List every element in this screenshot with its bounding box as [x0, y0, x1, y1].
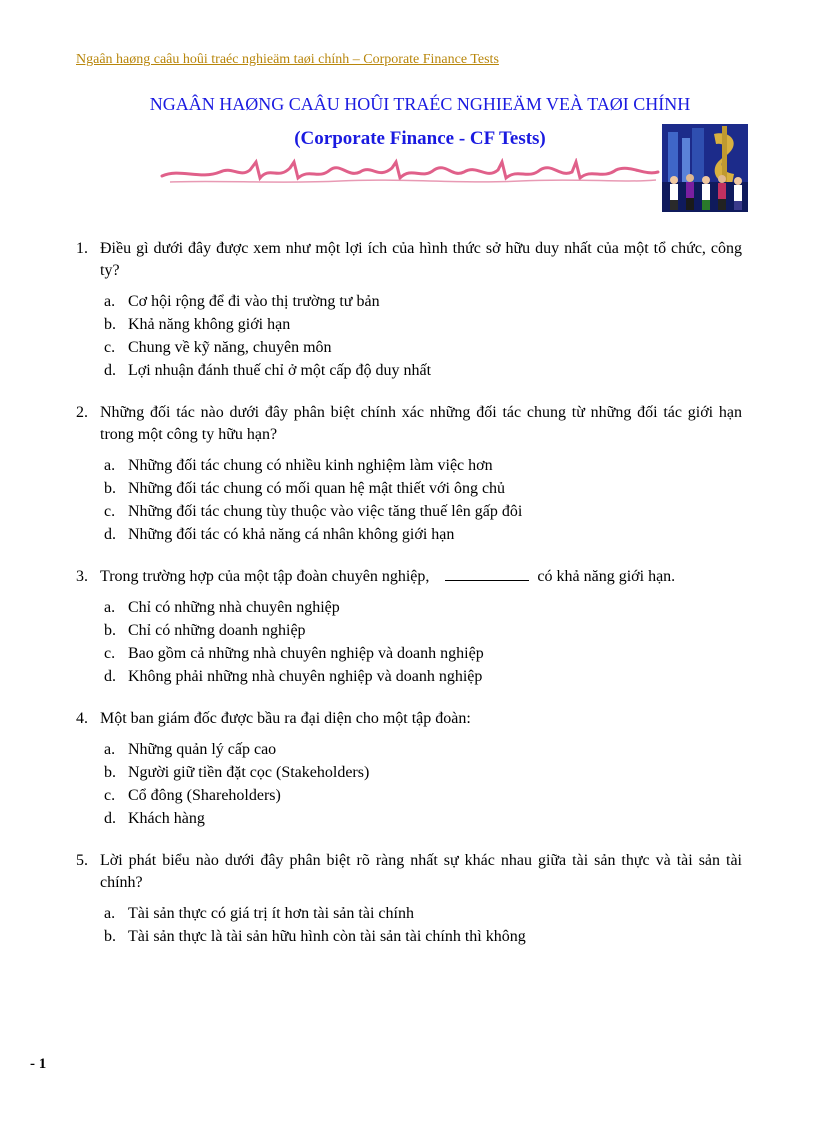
- question-stem: Một ban giám đốc được bầu ra đại diện cho một tập đoàn:: [100, 710, 471, 727]
- document-subtitle: (Corporate Finance - CF Tests): [294, 128, 546, 149]
- business-people-dollar-illustration: [662, 124, 748, 212]
- question-stem: Những đối tác nào dưới đây phân biệt chính xác những đối tác chung từ những đối tác giới hạn trong một công ty hữu hạn?: [100, 404, 742, 443]
- option-c: c. Cổ đông (Shareholders): [104, 787, 281, 804]
- question-number: 1.: [76, 240, 88, 257]
- document-title: NGAÂN HAØNG CAÂU HOÛI TRAÉC NGHIEÄM VEÀ TAØI CHÍNH: [149, 94, 691, 114]
- option-a: a. Những đối tác chung có nhiều kinh nghiệm làm việc hơn: [104, 457, 493, 474]
- question-stem: Trong trường hợp của một tập đoàn chuyên nghiệp, có khả năng giới hạn.: [100, 568, 676, 585]
- question-1: [76, 238, 742, 382]
- page-number: - 1: [30, 1056, 47, 1072]
- option-b: b. Chỉ có những doanh nghiệp: [104, 622, 306, 639]
- question-list: [76, 238, 742, 968]
- option-c: c. Những đối tác chung tùy thuộc vào việc tăng thuế lên gấp đôi: [104, 503, 523, 520]
- question-2: [76, 402, 742, 546]
- option-b: b. Những đối tác chung có mối quan hệ mật thiết với ông chủ: [104, 480, 506, 497]
- option-d: d. Khách hàng: [104, 810, 205, 827]
- option-a: a. Cơ hội rộng để đi vào thị trường tư bản: [104, 293, 380, 310]
- option-a: a. Chỉ có những nhà chuyên nghiệp: [104, 599, 340, 616]
- option-a: a. Những quản lý cấp cao: [104, 741, 277, 758]
- option-c: c. Bao gồm cả những nhà chuyên nghiệp và doanh nghiệp: [104, 645, 484, 662]
- question-number: 3.: [76, 568, 88, 585]
- question-stem: Lời phát biểu nào dưới đây phân biệt rõ ràng nhất sự khác nhau giữa tài sản thực và tài sản tài chính?: [100, 852, 742, 891]
- option-b: b. Khả năng không giới hạn: [104, 316, 291, 333]
- question-number: 4.: [76, 710, 88, 727]
- question-stem: Điều gì dưới đây được xem như một lợi ích của hình thức sở hữu duy nhất của một tổ chức, công ty?: [100, 240, 742, 279]
- option-b: b. Người giữ tiền đặt cọc (Stakeholders): [104, 764, 370, 781]
- question-number: 2.: [76, 404, 88, 421]
- question-4: [76, 708, 742, 830]
- option-c: c. Chung về kỹ năng, chuyên môn: [104, 339, 332, 356]
- option-d: d. Không phải những nhà chuyên nghiệp và doanh nghiệp: [104, 668, 483, 685]
- question-5: [76, 850, 742, 948]
- question-number: 5.: [76, 852, 88, 869]
- decorative-ornament: [160, 158, 660, 188]
- option-d: d. Lợi nhuận đánh thuế chỉ ở một cấp độ duy nhất: [104, 362, 432, 379]
- option-b: b. Tài sản thực là tài sản hữu hình còn tài sản tài chính thì không: [104, 928, 526, 945]
- option-d: d. Những đối tác có khả năng cá nhân không giới hạn: [104, 526, 455, 543]
- question-3: [76, 566, 742, 688]
- answer-blank: [445, 566, 529, 581]
- running-header: Ngaân haøng caâu hoûi traéc nghieäm taøi chính – Corporate Finance Tests: [76, 52, 499, 67]
- option-a: a. Tài sản thực có giá trị ít hơn tài sản tài chính: [104, 905, 414, 922]
